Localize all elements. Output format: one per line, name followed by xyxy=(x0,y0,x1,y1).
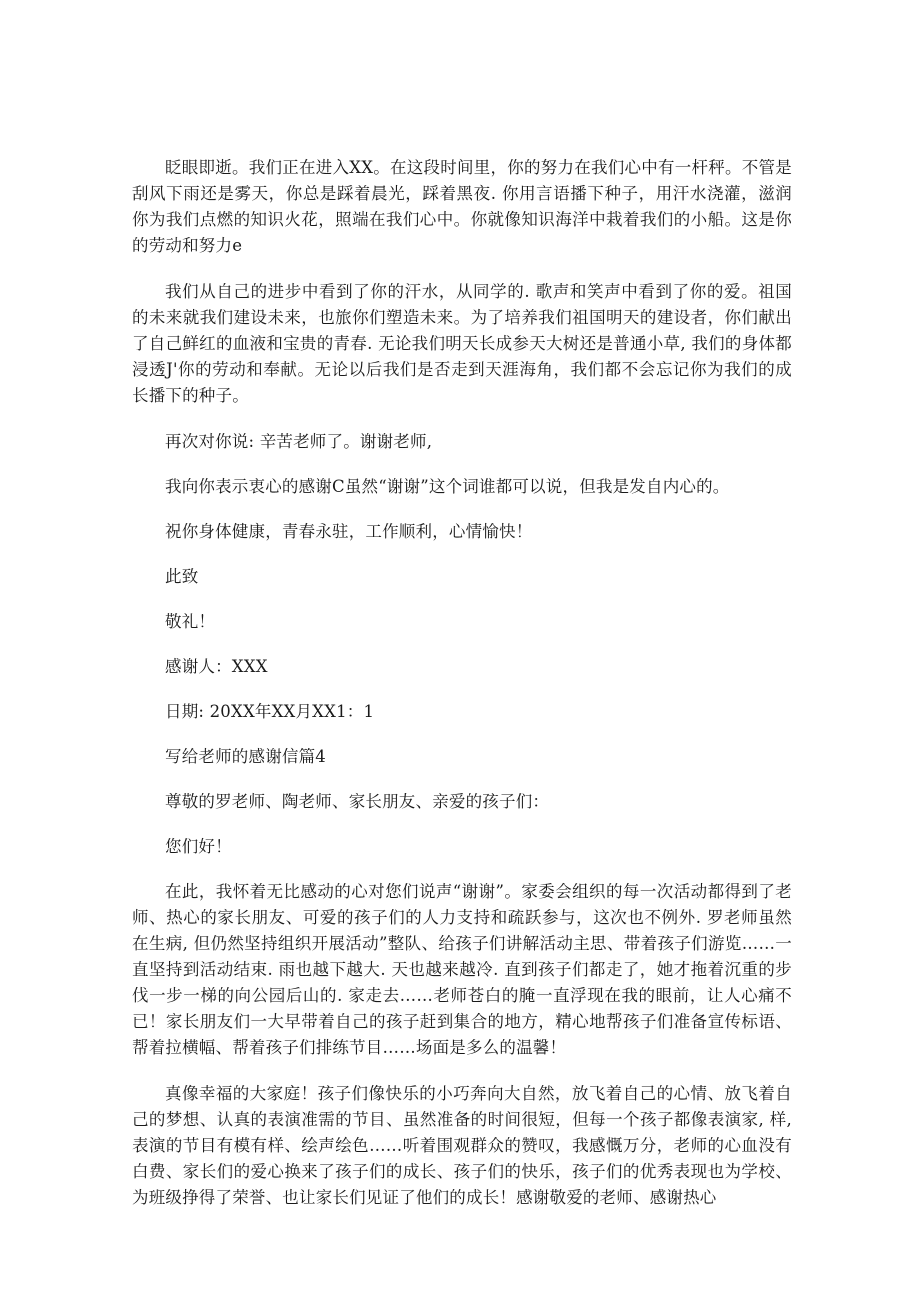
date-line: 日期: 20XX年XX月XX1：1 xyxy=(165,702,375,721)
paragraph-2: 我们从自己的进步中看到了你的汗水，从同学的. 歌声和笑声中看到了你的爱。祖国的未来就我们建设未来，也旅你们塑造未来。为了培养我们祖国明天的建设者，你们献出了自己鲜红的血液和宝贵的青春. 无论我们明天长成参天大树还是普通小草, 我们的身体都浸透J'你的劳动和奉献。无论以后我们是否走到天涯海角，我们都不会忘记你为我们的成长播下的种子。 xyxy=(132,282,792,405)
section-title: 写给老师的感谢信篇4 xyxy=(165,747,326,766)
line-closing-1: 此致 xyxy=(165,567,199,586)
letter-page xyxy=(132,155,792,1211)
paragraph-1: 眨眼即逝。我们正在进入XX。在这段时间里，你的努力在我们心中有一杆秤。不管是刮风下雨还是雾天，你总是踩着晨光，踩着黑夜. 你用言语播下种子，用汗水浇灌，滋润你为我们点燃的知识火花，照端在我们心中。你就像知识海洋中栽着我们的小船。这是你的劳动和努力e xyxy=(132,158,792,255)
paragraph-4: 真像幸福的大家庭！孩子们像快乐的小巧奔向大自然，放飞着自己的心情、放飞着自己的梦想、认真的表演准需的节目、虽然准备的时间很短，但每一个孩子都像表演家, 样, 表演的节目有模有样、绘声绘色……听着围观群众的赞叹，我感慨万分，老师的心血没有白费、家长们的爱心换来了孩子们的成长、孩子们的快乐，孩子们的优秀表现也为学校、为班级挣得了荣誉、也让家长们见证了他们的成长！感谢敬爱的老师、感谢热心 xyxy=(132,1084,792,1207)
line-sincere-thanks: 我向你表示衷心的感谢C虽然“谢谢”这个词谁都可以说，但我是发自内心的。 xyxy=(165,477,730,496)
line-thanks-again: 再次对你说: 辛苦老师了。谢谢老师, xyxy=(165,432,433,451)
signature-line: 感谢人：XXX xyxy=(165,657,268,676)
line-closing-2: 敬礼！ xyxy=(165,612,216,631)
line-wishes: 祝你身体健康，青春永驻，工作顺利，心情愉快！ xyxy=(165,522,533,541)
paragraph-3: 在此，我怀着无比感动的心对您们说声“谢谢”。家委会组织的每一次活动都得到了老师、热心的家长朋友、可爱的孩子们的人力支持和疏跃参与，这次也不例外. 罗老师虽然在生病, 但仍然坚持组织开展活动”整队、给孩子们讲解活动主思、带着孩子们游览……一直坚持到活动结束. 雨也越下越大. 天也越来越冷. 直到孩子们都走了，她才拖着沉重的步伐一步一梯的向公园后山的. 家走去……老师苍白的腌一直浮现在我的眼前，让人心痛不已！家长朋友们一大早带着自己的孩子赶到集合的地方，精心地帮孩子们准备宣传标语、帮着拉横幅、帮着孩子们排练节目……场面是多么的温馨！ xyxy=(132,882,792,1057)
salutation: 尊敬的罗老师、陶老师、家长朋友、亲爱的孩子们： xyxy=(165,792,550,811)
greeting: 您们好！ xyxy=(165,837,232,856)
